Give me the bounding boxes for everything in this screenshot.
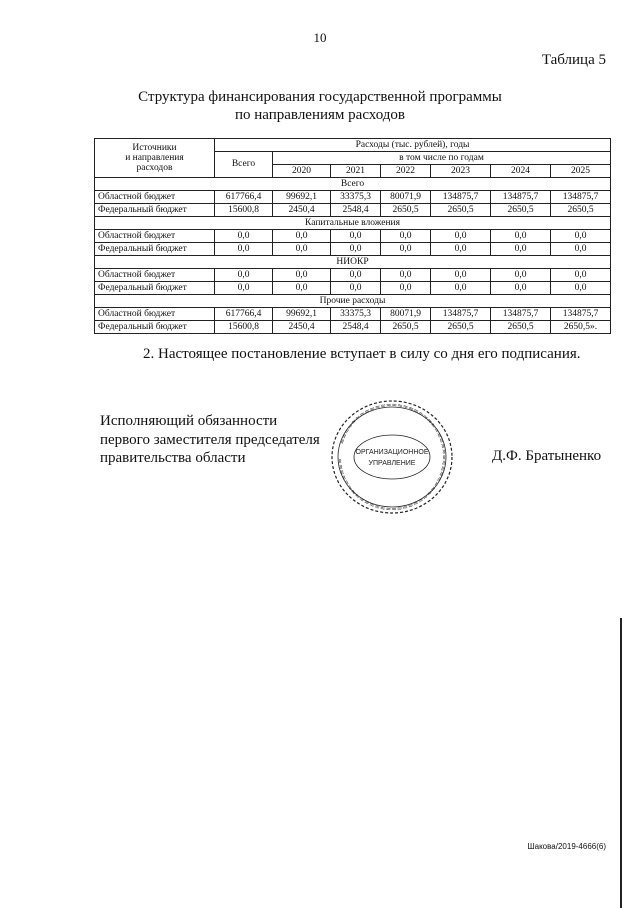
table-cell: 134875,7 bbox=[551, 308, 611, 321]
table-cell: 0,0 bbox=[491, 230, 551, 243]
table-cell: 0,0 bbox=[551, 282, 611, 295]
table-cell: 0,0 bbox=[551, 230, 611, 243]
table-cell: 0,0 bbox=[215, 230, 273, 243]
table-cell: 617766,4 bbox=[215, 308, 273, 321]
header-year: 2020 bbox=[273, 165, 331, 178]
table-cell: 33375,3 bbox=[331, 308, 381, 321]
table-cell: 0,0 bbox=[273, 282, 331, 295]
row-label: Федеральный бюджет bbox=[95, 321, 215, 334]
table-cell: 0,0 bbox=[491, 243, 551, 256]
table-cell: 0,0 bbox=[491, 269, 551, 282]
section-row bbox=[95, 295, 611, 308]
header-year: 2025 bbox=[551, 165, 611, 178]
table-cell: 0,0 bbox=[381, 269, 431, 282]
table-cell: 134875,7 bbox=[431, 191, 491, 204]
table-cell: 0,0 bbox=[273, 269, 331, 282]
table-cell: 0,0 bbox=[551, 269, 611, 282]
row-label: Федеральный бюджет bbox=[95, 243, 215, 256]
signer-position-line: Исполняющий обязанности bbox=[100, 413, 278, 429]
section-title: Всего bbox=[95, 178, 611, 191]
table-cell: 617766,4 bbox=[215, 191, 273, 204]
row-label: Областной бюджет bbox=[95, 230, 215, 243]
table-title bbox=[0, 88, 640, 124]
official-seal bbox=[322, 392, 462, 522]
table-cell: 2650,5 bbox=[491, 204, 551, 217]
clause-text: 2. Настоящее постановление вступает в силу со дня его подписания. bbox=[143, 346, 581, 362]
header-including: в том числе по годам bbox=[273, 152, 611, 165]
table-cell: 0,0 bbox=[431, 282, 491, 295]
table-row bbox=[95, 204, 611, 217]
table-row bbox=[95, 243, 611, 256]
table-row bbox=[95, 321, 611, 334]
row-label: Федеральный бюджет bbox=[95, 204, 215, 217]
table-cell: 0,0 bbox=[431, 269, 491, 282]
header-year: 2022 bbox=[381, 165, 431, 178]
signer-name: Д.Ф. Братыненко bbox=[492, 448, 602, 464]
table-body bbox=[95, 178, 611, 334]
table-cell: 2450,4 bbox=[273, 321, 331, 334]
table-row bbox=[95, 269, 611, 282]
signer-position-line: правительства области bbox=[100, 450, 246, 466]
document-code: Шакова/2019-4666(6) bbox=[527, 842, 606, 851]
table-cell: 2650,5 bbox=[381, 204, 431, 217]
section-row bbox=[95, 217, 611, 230]
table-cell: 2650,5 bbox=[431, 204, 491, 217]
row-label: Областной бюджет bbox=[95, 191, 215, 204]
table-row bbox=[95, 308, 611, 321]
table-cell: 15600,8 bbox=[215, 321, 273, 334]
table-cell: 0,0 bbox=[331, 282, 381, 295]
header-sources: Источники и направления расходов bbox=[95, 139, 215, 178]
seal-center-line-2: УПРАВЛЕНИЕ bbox=[368, 460, 416, 467]
section-title: НИОКР bbox=[95, 256, 611, 269]
table-cell: 0,0 bbox=[273, 243, 331, 256]
signer-position bbox=[100, 412, 320, 468]
table-cell: 0,0 bbox=[331, 230, 381, 243]
table-cell: 0,0 bbox=[331, 269, 381, 282]
title-line-2: по направлениям расходов bbox=[234, 107, 405, 123]
table-cell: 0,0 bbox=[381, 230, 431, 243]
page-number: 10 bbox=[313, 30, 327, 45]
table-cell: 2548,4 bbox=[331, 321, 381, 334]
section-row bbox=[95, 178, 611, 191]
table-cell: 134875,7 bbox=[491, 308, 551, 321]
header-year: 2021 bbox=[331, 165, 381, 178]
table-cell: 2450,4 bbox=[273, 204, 331, 217]
table-cell: 134875,7 bbox=[491, 191, 551, 204]
table-cell: 2650,5 bbox=[381, 321, 431, 334]
table-cell: 15600,8 bbox=[215, 204, 273, 217]
table-cell: 99692,1 bbox=[273, 191, 331, 204]
header-expenses: Расходы (тыс. рублей), годы bbox=[215, 139, 611, 152]
table-cell: 134875,7 bbox=[551, 191, 611, 204]
table-label: Таблица 5 bbox=[541, 52, 606, 68]
table-cell: 80071,9 bbox=[381, 308, 431, 321]
table-row bbox=[95, 191, 611, 204]
section-title: Прочие расходы bbox=[95, 295, 611, 308]
section-title: Капитальные вложения bbox=[95, 217, 611, 230]
row-label: Областной бюджет bbox=[95, 308, 215, 321]
title-line-1: Структура финансирования государственной программы bbox=[138, 89, 502, 105]
table-cell: 2650,5 bbox=[491, 321, 551, 334]
table-row bbox=[95, 230, 611, 243]
table-cell: 80071,9 bbox=[381, 191, 431, 204]
table-cell: 0,0 bbox=[431, 230, 491, 243]
table-cell: 0,0 bbox=[551, 243, 611, 256]
signer-position-line: первого заместителя председателя bbox=[100, 431, 320, 448]
table-cell: 99692,1 bbox=[273, 308, 331, 321]
table-cell: 33375,3 bbox=[331, 191, 381, 204]
table-cell: 2548,4 bbox=[331, 204, 381, 217]
row-label: Федеральный бюджет bbox=[95, 282, 215, 295]
table-cell: 0,0 bbox=[431, 243, 491, 256]
financing-table bbox=[94, 138, 611, 334]
table-cell: 0,0 bbox=[331, 243, 381, 256]
table-cell: 134875,7 bbox=[431, 308, 491, 321]
table-cell: 0,0 bbox=[273, 230, 331, 243]
table-cell: 0,0 bbox=[215, 243, 273, 256]
table-cell: 2650,5 bbox=[431, 321, 491, 334]
table-cell: 0,0 bbox=[381, 243, 431, 256]
seal-ring-text: ≈≈≈≈≈≈≈≈≈≈≈≈≈≈≈≈≈≈≈≈≈≈≈≈≈≈≈≈≈≈≈≈≈≈≈≈≈≈≈≈≈≈≈≈≈≈≈≈≈≈≈≈≈≈≈ bbox=[335, 400, 449, 514]
table-row bbox=[95, 282, 611, 295]
margin-rule bbox=[620, 618, 622, 908]
table-cell: 2650,5». bbox=[551, 321, 611, 334]
seal-center-line-1: ОРГАНИЗАЦИОННОЕ bbox=[355, 449, 429, 456]
table-cell: 2650,5 bbox=[551, 204, 611, 217]
table-cell: 0,0 bbox=[491, 282, 551, 295]
row-label: Областной бюджет bbox=[95, 269, 215, 282]
header-year: 2024 bbox=[491, 165, 551, 178]
header-total: Всего bbox=[215, 152, 273, 178]
header-year: 2023 bbox=[431, 165, 491, 178]
section-row bbox=[95, 256, 611, 269]
table-cell: 0,0 bbox=[381, 282, 431, 295]
table-cell: 0,0 bbox=[215, 269, 273, 282]
table-cell: 0,0 bbox=[215, 282, 273, 295]
